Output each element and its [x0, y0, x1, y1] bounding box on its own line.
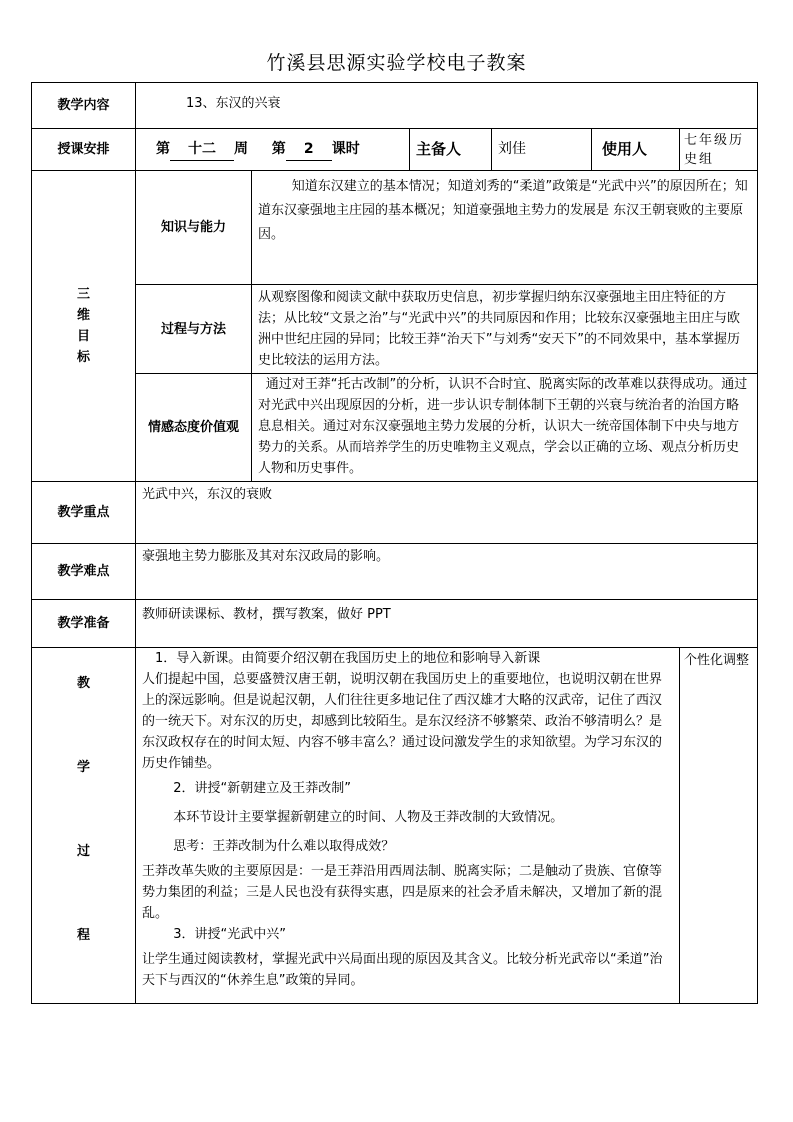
- period-prefix: 第: [271, 140, 286, 157]
- key-point-value: 光武中兴，东汉的衰败: [142, 487, 273, 502]
- process-p6: 王莽改革失败的主要原因是：一是王莽沿用西周法制、脱离实际；二是触动了贵族、官僚等势力集团的利益；三是人民也没有获得实惠，四是原来的社会矛盾未解决，又增加了新的混乱。: [142, 864, 663, 921]
- process-p3: 2．讲授“新朝建立及王莽改制”: [173, 781, 351, 796]
- key-point-label: 教学重点: [32, 482, 136, 544]
- process-row: [32, 648, 758, 1004]
- process-p4: 本环节设计主要掌握新朝建立的时间、人物及王莽改制的大致情况。: [173, 810, 564, 825]
- goal-process-row: [32, 285, 758, 374]
- week-value: 十二: [170, 139, 234, 161]
- difficulty-row: [32, 544, 758, 600]
- emotion-text: 通过对王莽“托古改制”的分析，认识不合时宜、脱离实际的改革难以获得成功。通过对光武中兴出现原因的分析，进一步认识专制体制下王朝的兴衰与统治者的治国方略息息相关。通过对东汉豪强地主势力发展的分析，认识大一统帝国体制下中央与地方势力的关系。从而培养学生的历史唯物主义观点，学会以正确的立场、观点分析历史人物和历史事件。: [258, 377, 748, 476]
- lesson-plan-table: [31, 82, 758, 1004]
- preparation-value: 教师研读课标、教材，撰写教案，做好 PPT: [142, 607, 391, 622]
- process-char: 学: [76, 760, 90, 775]
- process-char: 教: [76, 676, 90, 691]
- goal-knowledge-row: [32, 171, 758, 285]
- content-value: 13、东汉的兴衰: [186, 96, 281, 111]
- week-suffix: 周: [234, 140, 248, 157]
- preparation-label: 教学准备: [32, 600, 136, 648]
- goals-label: [32, 171, 136, 482]
- teaching-process-label: [32, 648, 136, 1004]
- goals-char: 目: [76, 329, 90, 344]
- goals-char: 标: [76, 350, 90, 365]
- preparation-row: [32, 600, 758, 648]
- process-char: 程: [76, 928, 90, 943]
- preparer-value: 刘佳: [492, 129, 592, 171]
- goals-char: 三: [76, 287, 90, 302]
- schedule-label: 授课安排: [32, 129, 136, 171]
- content-row: [32, 83, 758, 129]
- process-method-text: 从观察图像和阅读文献中获取历史信息，初步掌握归纳东汉豪强地主田庄特征的方法；从比较“文景之治”与“光武中兴”的共同原因和作用；比较东汉豪强地主田庄与欧洲中世纪庄园的异同；比较王莽“治天下”与刘秀“安天下”的不同效果中，基本掌握历史比较法的运用方法。: [258, 290, 740, 368]
- schedule-row: [32, 129, 758, 171]
- goal-emotion-row: [32, 374, 758, 482]
- user-label: 使用人: [592, 129, 680, 171]
- process-p8: 让学生通过阅读教材，掌握光武中兴局面出现的原因及其含义。比较分析光武帝以“柔道”治天下与西汉的“休养生息”政策的异同。: [142, 952, 663, 988]
- document-title: 竹溪县思源实验学校电子教案: [266, 52, 527, 74]
- process-char: 过: [76, 844, 90, 859]
- process-method-label: 过程与方法: [136, 285, 252, 374]
- user-value: 七年级历史组: [680, 129, 758, 171]
- knowledge-text: 知道东汉建立的基本情况；知道刘秀的“柔道”政策是“光武中兴”的原因所在；知道东汉豪强地主庄园的基本概况；知道豪强地主势力的发展是 东汉王朝衰败的主要原因。: [258, 179, 748, 242]
- personal-adjust-label: 个性化调整: [684, 653, 750, 668]
- process-p5: 思考：王莽改制为什么难以取得成效？: [173, 839, 395, 854]
- process-p7: 3．讲授“光武中兴”: [173, 927, 286, 942]
- content-label: 教学内容: [32, 83, 136, 129]
- knowledge-label: 知识与能力: [136, 171, 252, 285]
- difficulty-label: 教学难点: [32, 544, 136, 600]
- process-p1: 1．导入新课。由简要介绍汉朝在我国历史上的地位和影响导入新课: [155, 651, 541, 666]
- difficulty-value: 豪强地主势力膨胀及其对东汉政局的影响。: [142, 549, 390, 564]
- preparer-label: 主备人: [410, 129, 492, 171]
- goals-char: 维: [76, 308, 90, 323]
- week-prefix: 第: [156, 140, 170, 157]
- period-value: 2: [286, 139, 332, 161]
- key-point-row: [32, 482, 758, 544]
- period-suffix: 课时: [331, 140, 360, 157]
- process-p2: 人们提起中国，总要盛赞汉唐王朝，说明汉朝在我国历史上的重要地位，也说明汉朝在世界上的深远影响。但是说起汉朝，人们往往更多地记住了西汉雄才大略的汉武帝，记住了西汉的一统天下。对东汉的历史，却感到比较陌生。是东汉经济不够繁荣、政治不够清明么？是东汉政权存在的时间太短、内容不够丰富么？通过设问激发学生的求知欲望。为学习东汉的历史作铺垫。: [142, 672, 663, 771]
- emotion-label: 情感态度价值观: [136, 374, 252, 482]
